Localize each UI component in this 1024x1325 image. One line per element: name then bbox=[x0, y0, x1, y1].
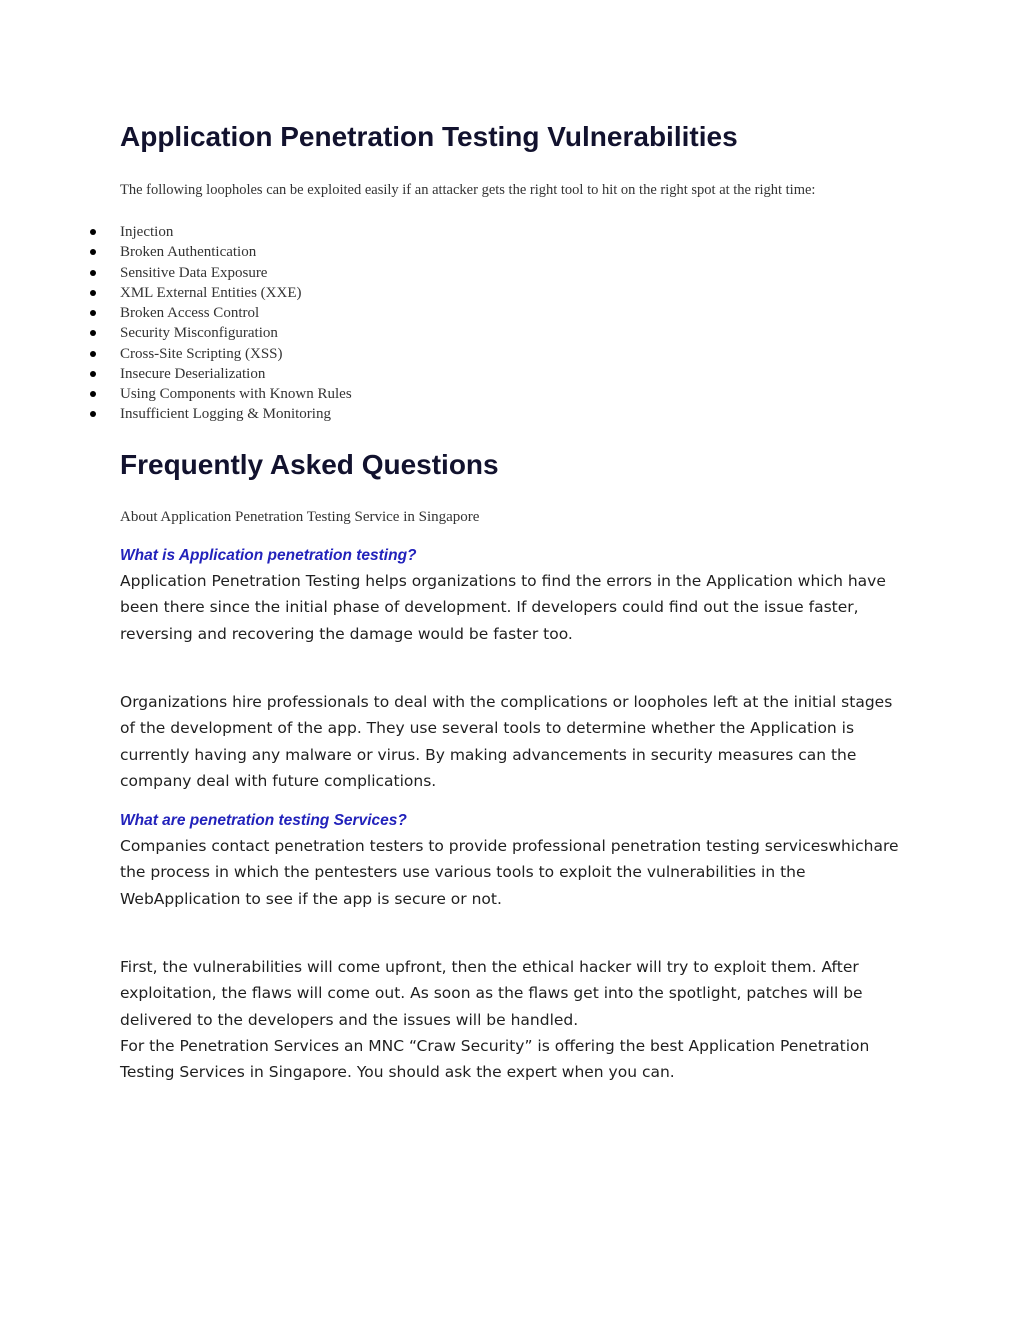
intro-text: The following loopholes can be exploited easily if an attacker gets the right tool to hit on the right spot at the right time: bbox=[120, 182, 816, 198]
list-item-label: Cross-Site Scripting (XSS) bbox=[120, 345, 283, 362]
bullet-icon bbox=[90, 391, 96, 397]
list-item-label: Insecure Deserialization bbox=[120, 365, 266, 382]
list-item bbox=[0, 404, 352, 424]
bullet-icon bbox=[90, 411, 96, 417]
bullet-icon bbox=[90, 371, 96, 377]
list-item bbox=[0, 344, 352, 364]
faq-answer-1-paragraph-1: Application Penetration Testing helps organizations to find the errors in the Application which have been there since the initial phase of development. If developers could find out the issue faster, reversing and recovering the damage would be faster too. bbox=[120, 572, 886, 643]
list-item bbox=[0, 283, 352, 303]
bullet-icon bbox=[90, 330, 96, 336]
faq-heading: Frequently Asked Questions bbox=[120, 449, 499, 480]
bullet-icon bbox=[90, 249, 96, 255]
list-item bbox=[0, 242, 352, 262]
list-item bbox=[0, 323, 352, 343]
bullet-icon bbox=[90, 310, 96, 316]
list-item-label: Broken Authentication bbox=[120, 244, 257, 261]
bullet-icon bbox=[90, 290, 96, 296]
page-title: Application Penetration Testing Vulnerabilities bbox=[120, 121, 738, 152]
faq-answer-2-paragraph-3: For the Penetration Services an MNC “Craw Security” is offering the best Application Penetration Testing Services in Singapore. You should ask the expert when you can. bbox=[120, 1037, 870, 1082]
list-item bbox=[0, 384, 352, 404]
list-item bbox=[0, 222, 352, 242]
list-item bbox=[0, 364, 352, 384]
list-item-label: Broken Access Control bbox=[120, 305, 260, 321]
vulnerability-list bbox=[0, 222, 352, 425]
faq-subtitle: About Application Penetration Testing Service in Singapore bbox=[120, 509, 480, 525]
faq-question-1: What is Application penetration testing? bbox=[120, 547, 417, 564]
faq-answer-1-paragraph-2: Organizations hire professionals to deal with the complications or loopholes left at the initial stages of the development of the app. They use several tools to determine whether the Application is currently having any malware or virus. By making advancements in security measures can the company deal with future complications. bbox=[120, 693, 893, 790]
list-item-label: Using Components with Known Rules bbox=[120, 386, 352, 402]
list-item-label: Sensitive Data Exposure bbox=[120, 264, 268, 281]
list-item-label: Injection bbox=[120, 224, 174, 240]
bullet-icon bbox=[90, 229, 96, 235]
list-item-label: Security Misconfiguration bbox=[120, 325, 278, 342]
faq-answer-2-paragraph-2: First, the vulnerabilities will come upfront, then the ethical hacker will try to exploit them. After exploitation, the flaws will come out. As soon as the flaws get into the spotlight, patches will be delivered to the developers and the issues will be handled. bbox=[120, 958, 863, 1029]
bullet-icon bbox=[90, 270, 96, 276]
list-item bbox=[0, 263, 352, 283]
bullet-icon bbox=[90, 351, 96, 357]
list-item-label: Insufficient Logging & Monitoring bbox=[120, 406, 331, 423]
faq-answer-2-paragraph-1: Companies contact penetration testers to provide professional penetration testing serviceswhichare the process in which the pentesters use various tools to exploit the vulnerabilities in the WebApplication to see if the app is secure or not. bbox=[120, 837, 899, 908]
list-item-label: XML External Entities (XXE) bbox=[120, 284, 302, 301]
faq-question-2: What are penetration testing Services? bbox=[120, 812, 407, 829]
list-item bbox=[0, 303, 352, 323]
